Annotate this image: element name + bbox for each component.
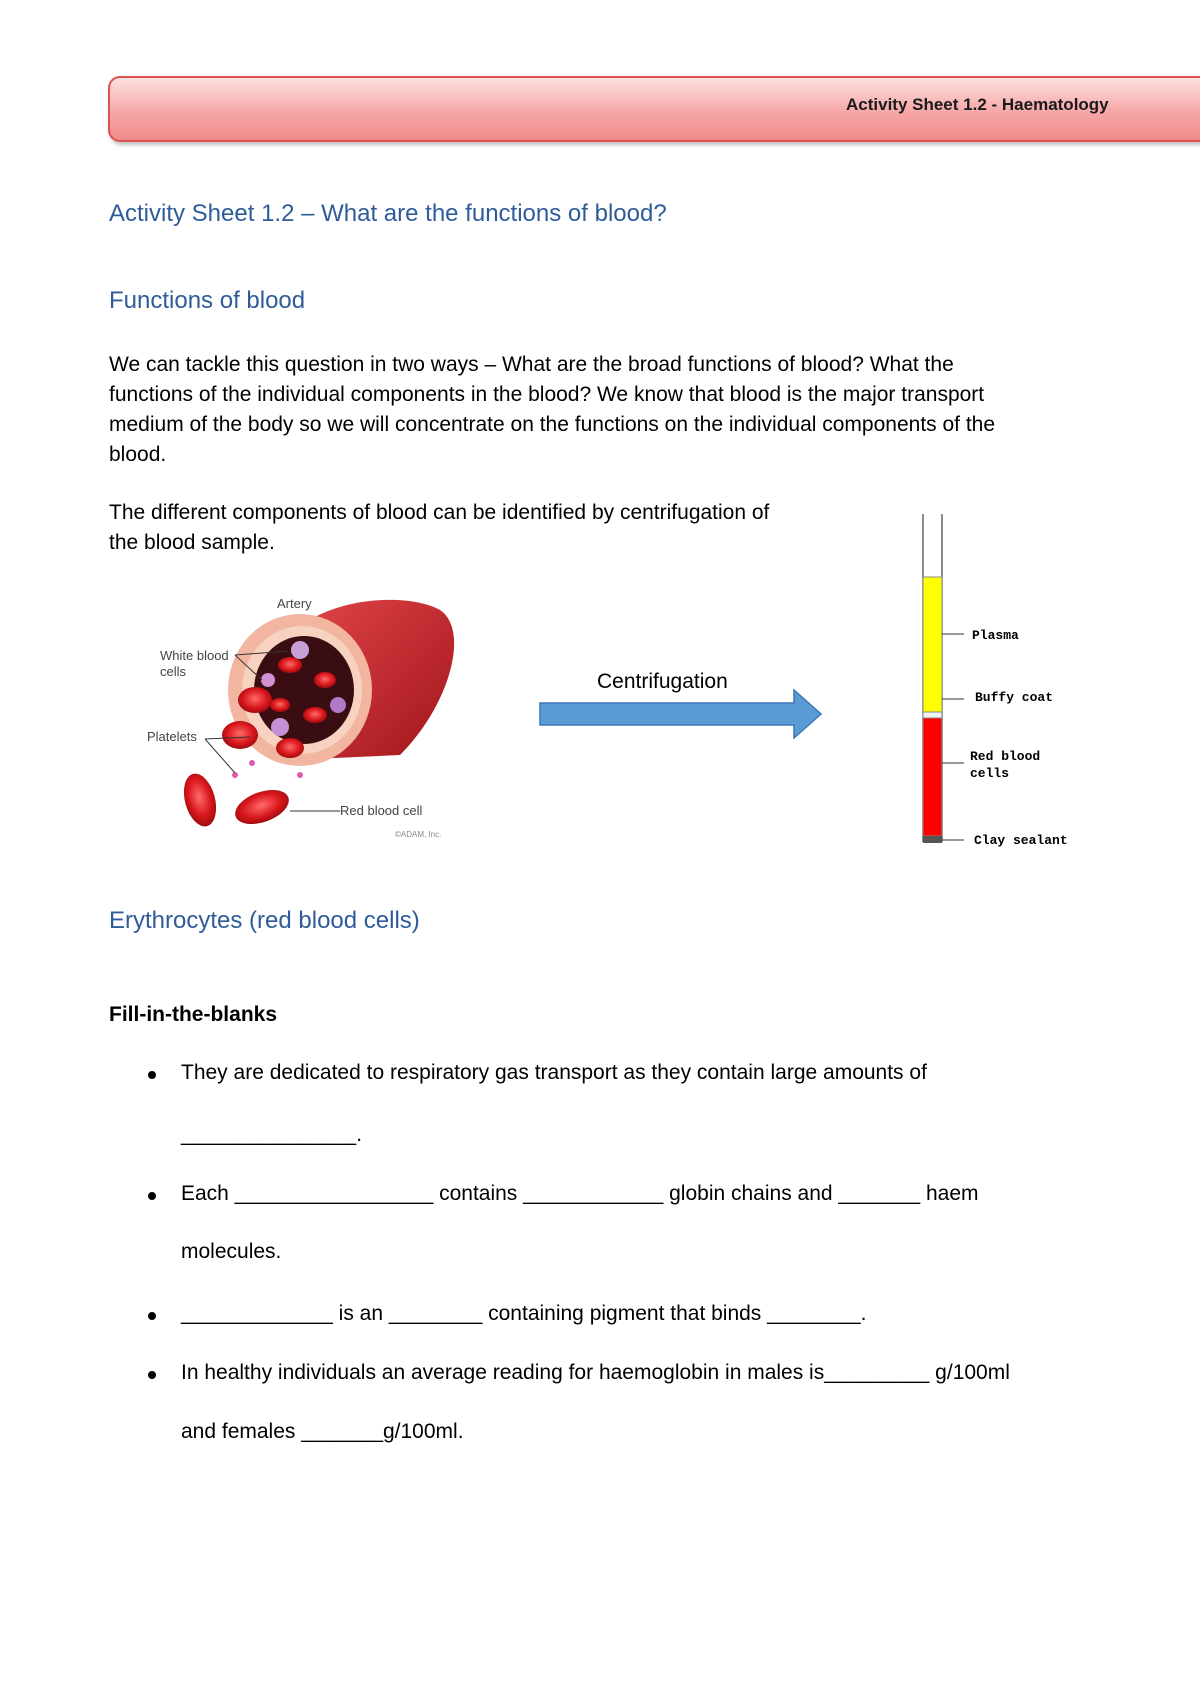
centrifugation-arrow xyxy=(538,688,824,740)
spilled-rbc xyxy=(222,721,258,749)
centrifuge-line: The different components of blood can be identified by centrifugation of xyxy=(109,501,770,524)
lumen-wbc xyxy=(330,697,346,713)
lumen-wbc xyxy=(291,641,309,659)
lumen-wbc xyxy=(261,673,275,687)
spilled-rbc xyxy=(238,687,272,713)
bullet-marker xyxy=(148,1371,156,1379)
bullet-marker xyxy=(148,1192,156,1200)
lumen-rbc xyxy=(270,698,290,712)
rbc-tube-label-line1: Red blood xyxy=(970,749,1041,764)
bullet-1-line2: _______________. xyxy=(181,1123,363,1146)
wbc-label-line2: cells xyxy=(160,664,187,679)
lumen-rbc xyxy=(314,672,336,688)
header-label: Activity Sheet 1.2 - Haematology xyxy=(846,95,1109,114)
bullet-marker xyxy=(148,1071,156,1079)
centrifuge-tube xyxy=(910,512,1100,852)
rbc-tube-label-line2: cells xyxy=(970,766,1010,781)
bullet-marker xyxy=(148,1312,156,1320)
bullet-2-line1: Each _________________ contains ____________ globin chains and _______ haem xyxy=(181,1182,979,1205)
centrifuge-line: the blood sample. xyxy=(109,531,275,554)
rbc-layer xyxy=(923,718,942,836)
plasma-layer xyxy=(923,577,942,712)
buffy-coat-label: Buffy coat xyxy=(975,690,1054,705)
plasma-label: Plasma xyxy=(972,628,1019,643)
wbc-label-line1: White blood xyxy=(160,648,229,663)
intro-line: medium of the body so we will concentrate on the functions on the individual components of the xyxy=(109,413,996,436)
bullet-4-line1: In healthy individuals an average reading for haemoglobin in males is_________ g/100ml xyxy=(181,1361,1010,1384)
exercise-label: Fill-in-the-blanks xyxy=(109,1003,277,1026)
buffy-coat-layer xyxy=(923,712,942,718)
copyright-text: ©ADAM, Inc. xyxy=(395,830,442,839)
lumen-rbc xyxy=(278,657,302,673)
section-heading-erythrocytes: Erythrocytes (red blood cells) xyxy=(109,907,420,934)
bullet-2-line2: molecules. xyxy=(181,1240,282,1263)
spilled-rbc xyxy=(179,770,222,830)
section-heading-functions: Functions of blood xyxy=(109,287,306,314)
bullet-3-line1: _____________ is an ________ containing pigment that binds ________. xyxy=(181,1302,867,1325)
lumen-rbc xyxy=(303,707,327,723)
arrow-label: Centrifugation xyxy=(597,670,728,693)
spilled-rbc xyxy=(276,738,304,758)
artery-label: Artery xyxy=(277,596,312,611)
platelet xyxy=(249,760,255,766)
bullet-1-line1: They are dedicated to respiratory gas transport as they contain large amounts of xyxy=(181,1061,927,1084)
intro-line: functions of the individual components in the blood? We know that blood is the major transport xyxy=(109,383,985,406)
intro-line: blood. xyxy=(109,443,167,466)
page-title: Activity Sheet 1.2 – What are the functions of blood? xyxy=(109,200,667,227)
spilled-wbc xyxy=(271,718,289,736)
centrifuge-paragraph xyxy=(109,498,769,558)
rbc-label: Red blood cell xyxy=(340,803,423,818)
clay-sealant-label: Clay sealant xyxy=(974,833,1068,848)
spilled-rbc xyxy=(231,783,294,830)
intro-paragraph xyxy=(109,350,995,470)
platelets-label: Platelets xyxy=(147,729,197,744)
bullet-4-line2: and females _______g/100ml. xyxy=(181,1420,464,1443)
clay-sealant-layer xyxy=(923,836,942,843)
intro-line: We can tackle this question in two ways – What are the broad functions of blood? What the xyxy=(109,353,954,376)
artery-illustration xyxy=(140,585,470,845)
platelet xyxy=(297,772,303,778)
